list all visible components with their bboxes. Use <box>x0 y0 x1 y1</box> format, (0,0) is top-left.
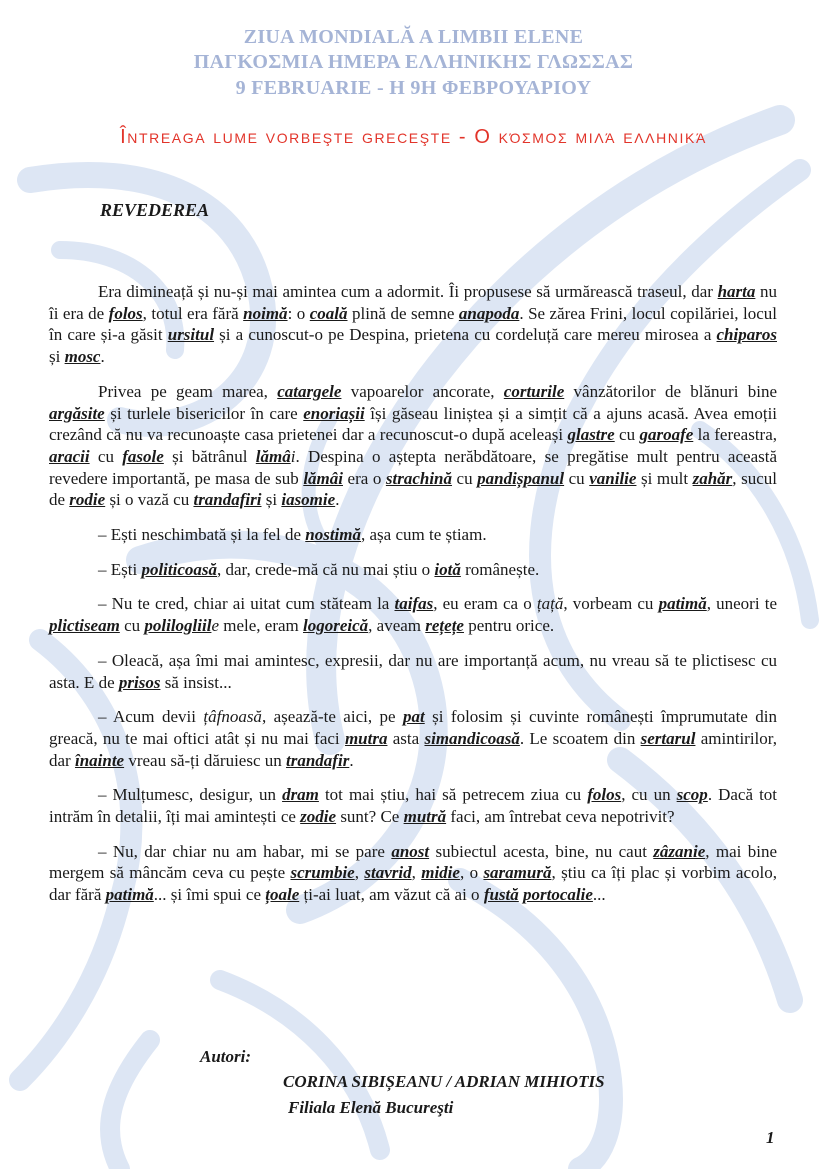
highlighted-word: aracii <box>49 446 90 466</box>
highlighted-word: lămâ <box>255 446 291 466</box>
italic-word: i <box>290 446 296 466</box>
text-run: și mult <box>636 468 693 488</box>
text-run: cu <box>564 468 590 488</box>
highlighted-word: corturile <box>503 381 565 401</box>
text-run: vreau să-ți dăruiesc un <box>124 750 287 770</box>
text-run: sunt? Ce <box>336 807 404 827</box>
text-run: , mai bine mergem să mâncăm ceva cu pește <box>49 841 777 883</box>
text-run: – Oleacă, așa îmi mai amintesc, expresii, dar nu are importanță acum, nu vreau să te plictisesc cu asta. E de <box>49 650 777 692</box>
highlighted-word: folos <box>587 785 622 805</box>
highlighted-word: anost <box>391 841 430 861</box>
text-run: își găseau liniștea și a simțit că a ajuns acasă. Avea emoții crezând că nu va recunoaște casa prietenei dar a recunoscut-o după aceleași <box>49 403 778 445</box>
text-run: faci, am întrebat ceva nepotrivit? <box>446 807 675 827</box>
text-run: amintirilor, dar <box>49 728 777 770</box>
text-run: . Dacă tot intrăm în detalii, îți mai amintești ce <box>49 785 778 827</box>
highlighted-word: țoale <box>265 885 300 905</box>
text-run: – Nu, dar chiar nu am habar, mi se pare <box>98 841 392 861</box>
text-run: românește. <box>460 559 540 579</box>
story-paragraph <box>49 281 777 368</box>
text-run: ... și îmi spui ce <box>153 885 266 905</box>
text-run: – Mulțumesc, desigur, un <box>98 785 283 805</box>
highlighted-word: dram <box>282 785 319 805</box>
text-run: – Ești neschimbată și la fel de <box>98 525 306 545</box>
highlighted-word: noimă <box>243 303 288 323</box>
highlighted-word: catargele <box>277 381 342 401</box>
highlighted-word: politicoasă <box>141 559 218 579</box>
story-paragraph <box>49 524 777 546</box>
highlighted-word: ursitul <box>167 325 215 345</box>
text-run: pentru orice. <box>463 616 555 636</box>
text-run: . Le scoatem din <box>519 728 641 748</box>
text-run: , aveam <box>368 616 426 636</box>
text-run: , dar, crede-mă că nu mai știu o <box>217 559 435 579</box>
highlighted-word: înainte <box>74 750 125 770</box>
highlighted-word: scrumbie <box>290 863 355 883</box>
highlighted-word: mosc <box>64 347 101 367</box>
highlighted-word: saramură <box>483 863 552 883</box>
text-run: și o vază cu <box>105 490 194 510</box>
text-run: subiectul acesta, bine, nu caut <box>429 841 654 861</box>
highlighted-word: anapoda <box>458 303 520 323</box>
highlighted-word: vanilie <box>589 468 637 488</box>
authors-names: CORINA SIBIȘEANU / ADRIAN MIHIOTIS <box>283 1072 605 1091</box>
text-run: vapoarelor ancorate, <box>341 381 504 401</box>
story-title: REVEDEREA <box>100 200 210 220</box>
text-run: . <box>335 490 340 510</box>
text-run: și turlele bisericilor în care <box>104 403 304 423</box>
text-run: era o <box>342 468 386 488</box>
story-paragraph <box>49 593 777 636</box>
text-run: . <box>349 750 354 770</box>
text-run: și <box>49 347 65 367</box>
text-run: și bătrânul <box>163 446 256 466</box>
text-run: , știu ca îți plac și vorbim acolo, dar fără <box>49 863 777 905</box>
text-run: – Acum devii <box>98 707 204 727</box>
highlighted-word: patimă <box>658 594 707 614</box>
text-run: mele, eram <box>218 616 303 636</box>
highlighted-word: mutră <box>403 807 447 827</box>
italic-word: țață <box>536 594 564 614</box>
text-run: , cu un <box>621 785 677 805</box>
text-run: asta <box>387 728 425 748</box>
story-paragraph <box>49 381 777 511</box>
text-run: tot mai știu, hai să petrecem ziua cu <box>318 785 588 805</box>
text-run: . Despina o aștepta nerăbdătoare, se pregătise mult pentru această revedere importantă, pe masa de sub <box>49 446 777 488</box>
authors-label: Autori: <box>200 1047 252 1066</box>
highlighted-word: harta <box>717 282 756 301</box>
authors-branch: Filiala Elenă Bucureşti <box>288 1098 454 1117</box>
highlighted-word: fustă <box>483 885 519 905</box>
page-number: 1 <box>766 1128 775 1147</box>
text-run: , totul era fără <box>142 303 244 323</box>
highlighted-word: zahăr <box>692 468 733 488</box>
highlighted-word: polilogliil <box>144 616 212 636</box>
subtitle: Întreaga lume vorbeşte greceşte - Ο κόσμος μιλά ελληνικά <box>120 126 707 148</box>
highlighted-word: scop <box>676 785 708 805</box>
story-paragraph <box>49 650 777 693</box>
italic-word: e <box>211 616 219 636</box>
header-line-date: 9 FEBRUARIE - Η 9Η ΦΕΒΡΟΥΑΡΙΟΥ <box>235 77 592 99</box>
highlighted-word: iasomie <box>281 490 336 510</box>
highlighted-word: pandișpanul <box>477 468 565 488</box>
text-run: , o <box>459 863 484 883</box>
story-body <box>49 281 777 919</box>
highlighted-word: argăsite <box>49 403 105 423</box>
text-run: cu <box>119 616 145 636</box>
text-run: ... <box>592 885 606 905</box>
highlighted-word: stavrid <box>364 863 412 883</box>
text-run: plină de semne <box>347 303 459 323</box>
text-run: , vorbeam cu <box>563 594 659 614</box>
highlighted-word: nostimă <box>305 525 361 545</box>
highlighted-word: simandicoasă <box>424 728 520 748</box>
text-run: cu <box>89 446 123 466</box>
text-run: , uneori te <box>706 594 777 614</box>
highlighted-word: glastre <box>567 425 615 445</box>
highlighted-word: folos <box>108 303 143 323</box>
text-run: . <box>100 347 105 367</box>
text-run: , așează-te aici, pe <box>261 707 403 727</box>
highlighted-word: patimă <box>105 885 154 905</box>
highlighted-word: garoafe <box>639 425 694 445</box>
highlighted-word: prisos <box>118 672 161 692</box>
text-run: și folosim și cuvinte românești împrumutate din greacă, nu te mai oftici atât și nu mai faci <box>49 707 777 748</box>
text-run: Privea pe geam marea, <box>98 381 278 401</box>
highlighted-word: chiparos <box>716 325 777 345</box>
highlighted-word: zâzanie <box>653 841 706 861</box>
highlighted-word: logoreică <box>303 616 369 636</box>
text-run: cu <box>452 468 478 488</box>
highlighted-word: rețețe <box>425 616 464 636</box>
highlighted-word: iotă <box>434 559 461 579</box>
text-run: . Se zărea Frini, locul copilăriei, locul în care și-a găsit <box>49 303 778 345</box>
header-line-romanian: ZIUA MONDIALĂ A LIMBII ELENE <box>243 26 584 48</box>
highlighted-word: trandafir <box>286 750 350 770</box>
highlighted-word: fasole <box>122 446 164 466</box>
text-run: , sucul de <box>49 468 777 510</box>
highlighted-word: lămâi <box>303 468 343 488</box>
text-run: ți-ai luat, am văzut că ai o <box>299 885 484 905</box>
highlighted-word: portocalie <box>523 885 593 905</box>
highlighted-word: sertarul <box>640 728 696 748</box>
highlighted-word: enoriașii <box>303 403 365 423</box>
highlighted-word: mutra <box>344 728 388 748</box>
italic-word: țâfnoasă <box>203 707 262 727</box>
text-run: și <box>261 490 282 510</box>
highlighted-word: rodie <box>69 490 106 510</box>
text-run: la fereastra, <box>693 425 778 445</box>
highlighted-word: plictiseam <box>49 616 120 636</box>
text-run: , eu eram ca o <box>433 594 537 614</box>
text-run: , <box>411 863 422 883</box>
text-run: , <box>354 863 365 883</box>
highlighted-word: midie <box>421 863 460 883</box>
story-paragraph <box>49 559 777 581</box>
text-run: : o <box>287 303 310 323</box>
highlighted-word: coală <box>309 303 348 323</box>
story-paragraph <box>49 706 777 771</box>
text-run: și a cunoscut-o pe Despina, prietena cu cordeluță care mereu mirosea a <box>214 325 717 345</box>
text-run: nu îi era de <box>49 282 778 323</box>
text-run: – Ești <box>98 559 142 579</box>
text-run: vânzătorilor de blănuri bine <box>564 381 777 401</box>
highlighted-word: trandafiri <box>193 490 262 510</box>
highlighted-word: taifas <box>394 594 434 614</box>
story-paragraph <box>49 784 777 827</box>
highlighted-word: zodie <box>300 807 337 827</box>
text-run: Era dimineață și nu-și mai amintea cum a adormit. Îi propusese să urmărească traseul, dar <box>98 282 718 301</box>
highlighted-word: strachină <box>385 468 453 488</box>
header-line-greek: ΠΑΓΚΟΣΜΙΑ ΗΜΕΡΑ ΕΛΛΗΝΙΚΗΣ ΓΛΩΣΣΑΣ <box>193 51 634 73</box>
text-run: să insist... <box>160 672 232 692</box>
text-run: – Nu te cred, chiar ai uitat cum stăteam la <box>98 594 395 614</box>
highlighted-word: pat <box>403 707 425 727</box>
story-paragraph <box>49 841 777 906</box>
text-run: , așa cum te știam. <box>361 525 487 545</box>
text-run: cu <box>614 425 640 445</box>
